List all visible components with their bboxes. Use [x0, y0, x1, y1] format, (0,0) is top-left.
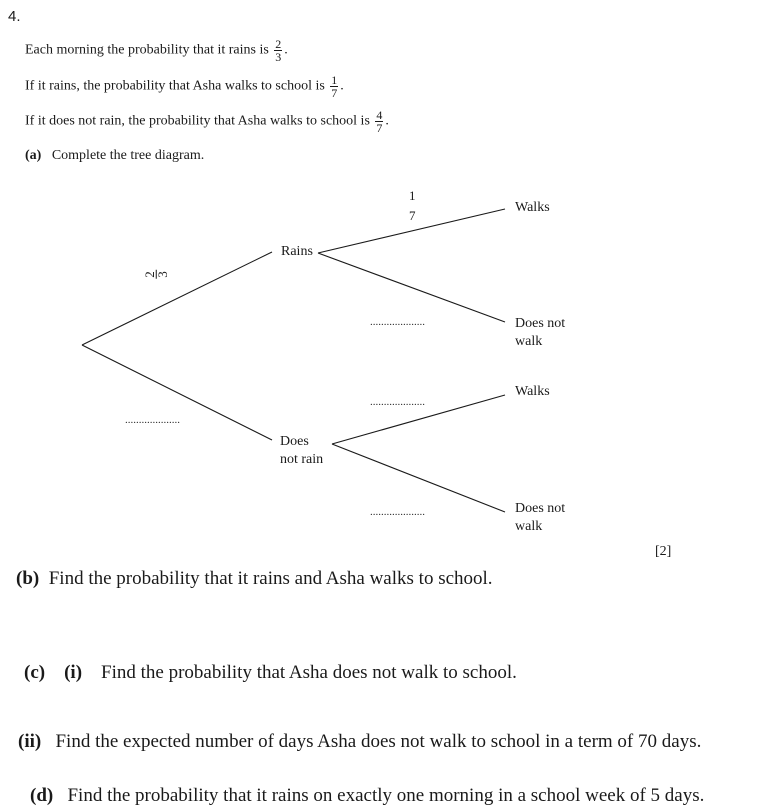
branch-norain-not-walk: [332, 444, 505, 512]
fraction-two-thirds-rotated: [141, 270, 170, 279]
part-d-text: Find the probability that it rains on exactly one morning in a school week of 5 days.: [67, 785, 705, 806]
fraction-denominator: 7: [409, 208, 416, 223]
norain-walks-answer-blank[interactable]: ....................: [370, 396, 425, 408]
fraction-denominator: 7: [376, 121, 383, 135]
fraction-numerator: 2: [275, 37, 282, 51]
part-d: [30, 785, 704, 807]
part-c-i-text: Find the probability that Asha does not walk to school.: [101, 662, 517, 683]
part-c-label: (c): [24, 662, 46, 683]
first-branch-answer-blank[interactable]: ....................: [125, 414, 180, 426]
part-c-i: [24, 662, 517, 684]
part-a-text: Complete the tree diagram.: [51, 148, 205, 163]
outcome-rains-not-walk-line1: Does not: [515, 316, 566, 331]
part-b: [16, 568, 493, 590]
fraction-numerator: 1: [409, 188, 416, 203]
branch-to-rains: [82, 252, 272, 345]
node-does-not-rain-line1: Does: [280, 434, 309, 449]
fraction-denominator: 3: [275, 50, 282, 64]
fraction-numerator: 2: [141, 271, 157, 278]
part-b-text: Find the probability that it rains and Asha walks to school.: [48, 568, 493, 589]
part-c-ii-text: Find the expected number of days Asha does not walk to school in a term of 70 days.: [55, 731, 702, 752]
branch-rains-not-walk: [318, 253, 505, 322]
fraction-numerator: 1: [331, 73, 338, 87]
intro-line-3: If it does not rain, the probability that Asha walks to school is $\frac{4}{7}$ .: [25, 108, 389, 135]
fraction-denominator: 3: [154, 271, 170, 278]
intro-line-1: Each morning the probability that it rains is $\frac{2}{3}$ .: [25, 37, 288, 64]
intro-line-1-text: Each morning the probability that it rains is: [25, 42, 269, 58]
part-b-label: (b): [16, 568, 40, 589]
outcome-norain-not-walk-line2: walk: [515, 519, 543, 534]
first-branch-probability: [141, 268, 170, 281]
outcome-norain-walks: Walks: [515, 384, 550, 399]
outcome-norain-not-walk-line1: Does not: [515, 501, 566, 516]
node-does-not-rain-line2: not rain: [280, 452, 324, 467]
outcome-rains-walks: Walks: [515, 200, 550, 215]
intro-line-2: If it rains, the probability that Asha walks to school is $\frac{1}{7}$ .: [25, 73, 344, 100]
intro-line-2-text: If it rains, the probability that Asha walks to school is: [25, 78, 325, 94]
intro-line-3-text: If it does not rain, the probability that Asha walks to school is: [25, 113, 370, 129]
fraction-numerator: 4: [376, 108, 383, 122]
node-rains: Rains: [281, 244, 313, 259]
question-number: 4.: [8, 8, 21, 25]
norain-not-walk-answer-blank[interactable]: ....................: [370, 506, 425, 518]
part-d-label: (d): [30, 785, 54, 806]
rains-walks-probability: [409, 186, 416, 226]
rains-not-walk-answer-blank[interactable]: ....................: [370, 316, 425, 328]
fraction-denominator: 7: [331, 86, 338, 100]
part-a-label: (a): [25, 148, 42, 163]
part-c-ii-sublabel: (ii): [18, 731, 42, 752]
outcome-rains-not-walk-line2: walk: [515, 334, 543, 349]
part-c-ii: [18, 731, 701, 753]
marks-part-a: [2]: [655, 544, 672, 559]
part-c-i-sublabel: (i): [64, 662, 83, 683]
